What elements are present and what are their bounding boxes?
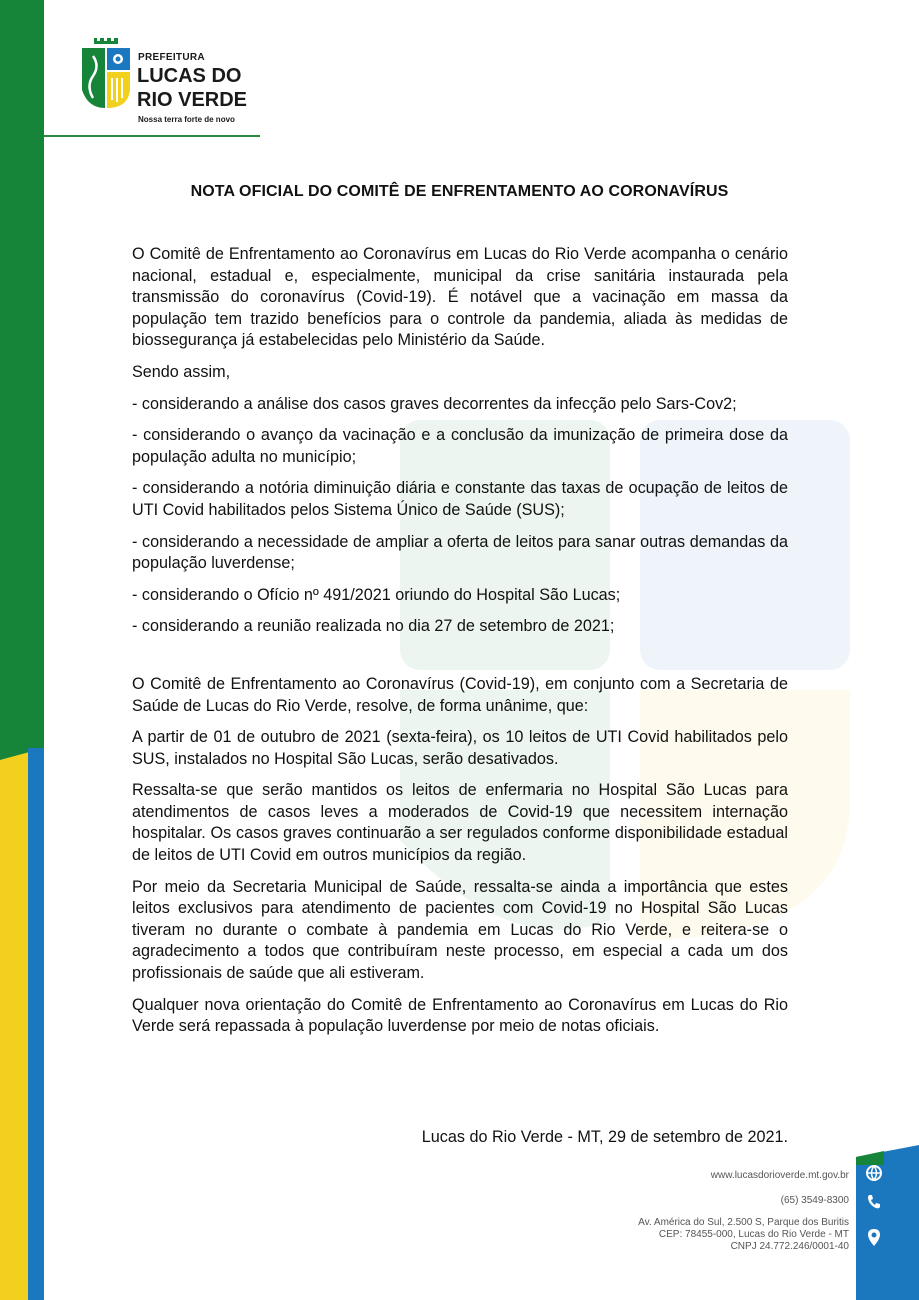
paragraph: - considerando o avanço da vacinação e a conclusão da imunização de primeira dose da população adulta no município;	[132, 426, 788, 466]
footer-phone: (65) 3549-8300	[780, 1195, 849, 1206]
paragraph: - considerando a reunião realizada no dia 27 de setembro de 2021;	[132, 617, 615, 636]
paragraph: - considerando a notória diminuição diária e constante das taxas de ocupação de leitos de UTI Covid habilitados pelos Sistema Único de Saúde (SUS);	[132, 479, 788, 519]
paragraph: - considerando o Ofício nº 491/2021 oriundo do Hospital São Lucas;	[132, 585, 621, 604]
cnpj: CNPJ 24.772.246/0001-40	[730, 1241, 849, 1252]
city-emblem-icon	[80, 38, 132, 110]
paragraph: Ressalta-se que serão mantidos os leitos de enfermaria no Hospital São Lucas para atendimentos de casos leves a moderados de Covid-19 que necessitem internação hospitalar. Os casos graves continuarão a ser regulados conforme disponibilidade estadual de leitos de UTI Covid em outros municípios da região.	[132, 781, 788, 865]
paragraph: Por meio da Secretaria Municipal de Saúde, ressalta-se ainda a importância que estes leitos exclusivos para atendimento de pacientes com Covid-19 no Hospital São Lucas tiveram no durante o combate à pandemia em Lucas do Rio Verde, e reitera-se o agradecimento a todos que contribuíram neste processo, em especial a cada um dos profissionais de saúde que ali estiveram.	[132, 877, 788, 983]
phone-icon	[864, 1192, 884, 1212]
paragraph: O Comitê de Enfrentamento ao Coronavírus em Lucas do Rio Verde acompanha o cenário nacional, estadual e, especialmente, municipal da crise sanitária instaurada pela transmissão do coronavírus (Covid-19). É notável que a vacinação em massa da população tem trazido benefícios para o controle da pandemia, aliada às medidas de biossegurança já estabelecidas pelo Ministério da Saúde.	[132, 245, 788, 350]
paragraph: Sendo assim,	[132, 362, 231, 381]
paragraph: O Comitê de Enfrentamento ao Coronavírus (Covid-19), em conjunto com a Secretaria de Saúde de Lucas do Rio Verde, resolve, de forma unânime, que:	[132, 674, 788, 715]
paragraph: - considerando a necessidade de ampliar a oferta de leitos para sanar outras demandas da população luverdense;	[132, 532, 788, 573]
document-body	[132, 244, 788, 1048]
prefeitura-logo	[80, 38, 270, 138]
paragraph: Qualquer nova orientação do Comitê de Enfrentamento ao Coronavírus em Lucas do Rio Verde será repassada à população luverdense por meio de notas oficiais.	[132, 995, 788, 1036]
document-title: NOTA OFICIAL DO COMITÊ DE ENFRENTAMENTO AO CORONAVÍRUS	[190, 183, 729, 200]
paragraph: A partir de 01 de outubro de 2021 (sexta-feira), os 10 leitos de UTI Covid habilitados pelo SUS, instalados no Hospital São Lucas, serão desativados.	[132, 728, 788, 768]
footer-website[interactable]: www.lucasdorioverde.mt.gov.br	[710, 1170, 849, 1181]
paragraph: - considerando a análise dos casos graves decorrentes da infecção pelo Sars-Cov2;	[132, 394, 737, 413]
logo-prefix: PREFEITURA	[138, 52, 205, 63]
signature-date: Lucas do Rio Verde - MT, 29 de setembro de 2021.	[421, 1128, 788, 1146]
location-pin-icon	[864, 1227, 884, 1247]
header-divider	[44, 135, 260, 137]
globe-icon	[864, 1163, 884, 1183]
address-line1: Av. América do Sul, 2.500 S, Parque dos Buritis	[638, 1217, 849, 1228]
logo-tagline: Nossa terra forte de novo	[138, 115, 235, 124]
address-line2: CEP: 78455-000, Lucas do Rio Verde - MT	[658, 1229, 849, 1240]
footer-address	[638, 1217, 849, 1253]
logo-name-line2: RIO VERDE	[137, 89, 248, 111]
logo-name-line1: LUCAS DO	[137, 65, 242, 87]
